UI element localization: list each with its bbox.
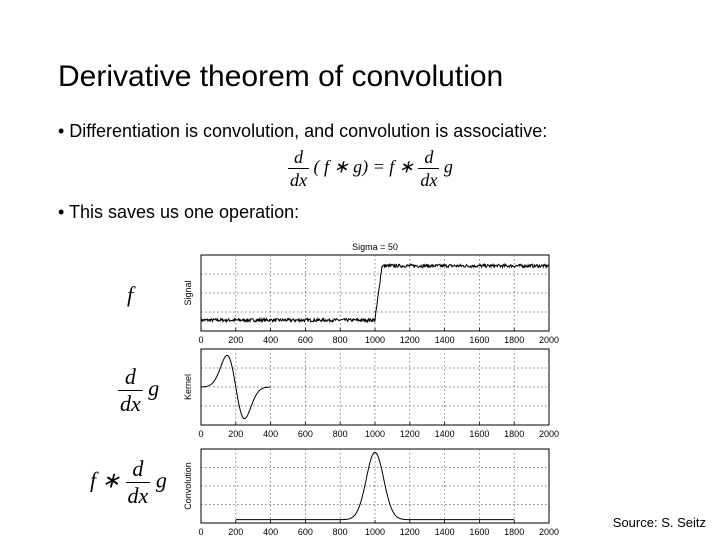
tick-label: 1000 <box>364 335 386 345</box>
tick-label: 1800 <box>504 527 525 537</box>
tick-label: 2000 <box>538 527 560 537</box>
tick-label: 1800 <box>504 429 525 439</box>
tick-label: 1200 <box>399 527 420 537</box>
tick-label: 1800 <box>504 335 525 345</box>
tick-label: 400 <box>263 335 279 345</box>
tick-label: 1000 <box>364 527 386 537</box>
tick-label: 1400 <box>434 335 455 345</box>
tick-label: 1200 <box>399 429 420 439</box>
slide-title: Derivative theorem of convolution <box>58 60 504 93</box>
tick-label: 2000 <box>538 335 560 345</box>
bullet-saves-operation: • This saves us one operation: <box>58 202 300 222</box>
y-axis-label: Signal <box>183 280 193 306</box>
y-axis-label: Convolution <box>183 462 193 510</box>
chart-title: Sigma = 50 <box>352 242 398 252</box>
frac-den: dx <box>120 391 141 416</box>
tick-label: 200 <box>228 527 244 537</box>
frac-num: d <box>118 366 143 391</box>
tick-label: 1600 <box>469 429 490 439</box>
label-f: f <box>127 282 134 307</box>
tick-label: 0 <box>198 335 204 345</box>
tick-label: 2000 <box>538 429 560 439</box>
tick-label: 200 <box>228 429 244 439</box>
equation-lhs: ( f ∗ g) = f ∗ <box>313 156 414 177</box>
bullet-associative: • Differentiation is convolution, and convolution is associative: <box>58 121 548 141</box>
tick-label: 600 <box>297 527 313 537</box>
tick-label: 200 <box>228 335 244 345</box>
tick-label: 1000 <box>364 429 386 439</box>
frac-den: dx <box>127 483 149 508</box>
tick-label: 0 <box>198 429 204 439</box>
frac-num: d <box>418 148 439 169</box>
tick-label: 1400 <box>434 527 455 537</box>
tick-label: 1200 <box>399 335 420 345</box>
tick-label: 800 <box>332 527 348 537</box>
tick-label: 1600 <box>469 527 490 537</box>
frac-den: dx <box>420 170 438 190</box>
frac-num: d <box>126 458 151 483</box>
y-axis-label: Kernel <box>183 373 193 401</box>
tick-label: 800 <box>332 429 348 439</box>
label-g: g <box>155 467 167 493</box>
source-credit: Source: S. Seitz <box>612 515 706 530</box>
tick-label: 600 <box>297 429 313 439</box>
frac-num: d <box>288 148 309 169</box>
tick-label: 400 <box>263 527 279 537</box>
frac-den: dx <box>290 170 307 190</box>
label-g: g <box>148 375 160 401</box>
tick-label: 800 <box>332 335 348 345</box>
tick-label: 400 <box>263 429 279 439</box>
label-f-star: f ∗ <box>90 467 121 493</box>
tick-label: 1600 <box>469 335 490 345</box>
tick-label: 1400 <box>434 429 455 439</box>
equation-rhs-g: g <box>443 156 453 177</box>
tick-label: 600 <box>297 335 313 345</box>
tick-label: 0 <box>198 527 204 537</box>
